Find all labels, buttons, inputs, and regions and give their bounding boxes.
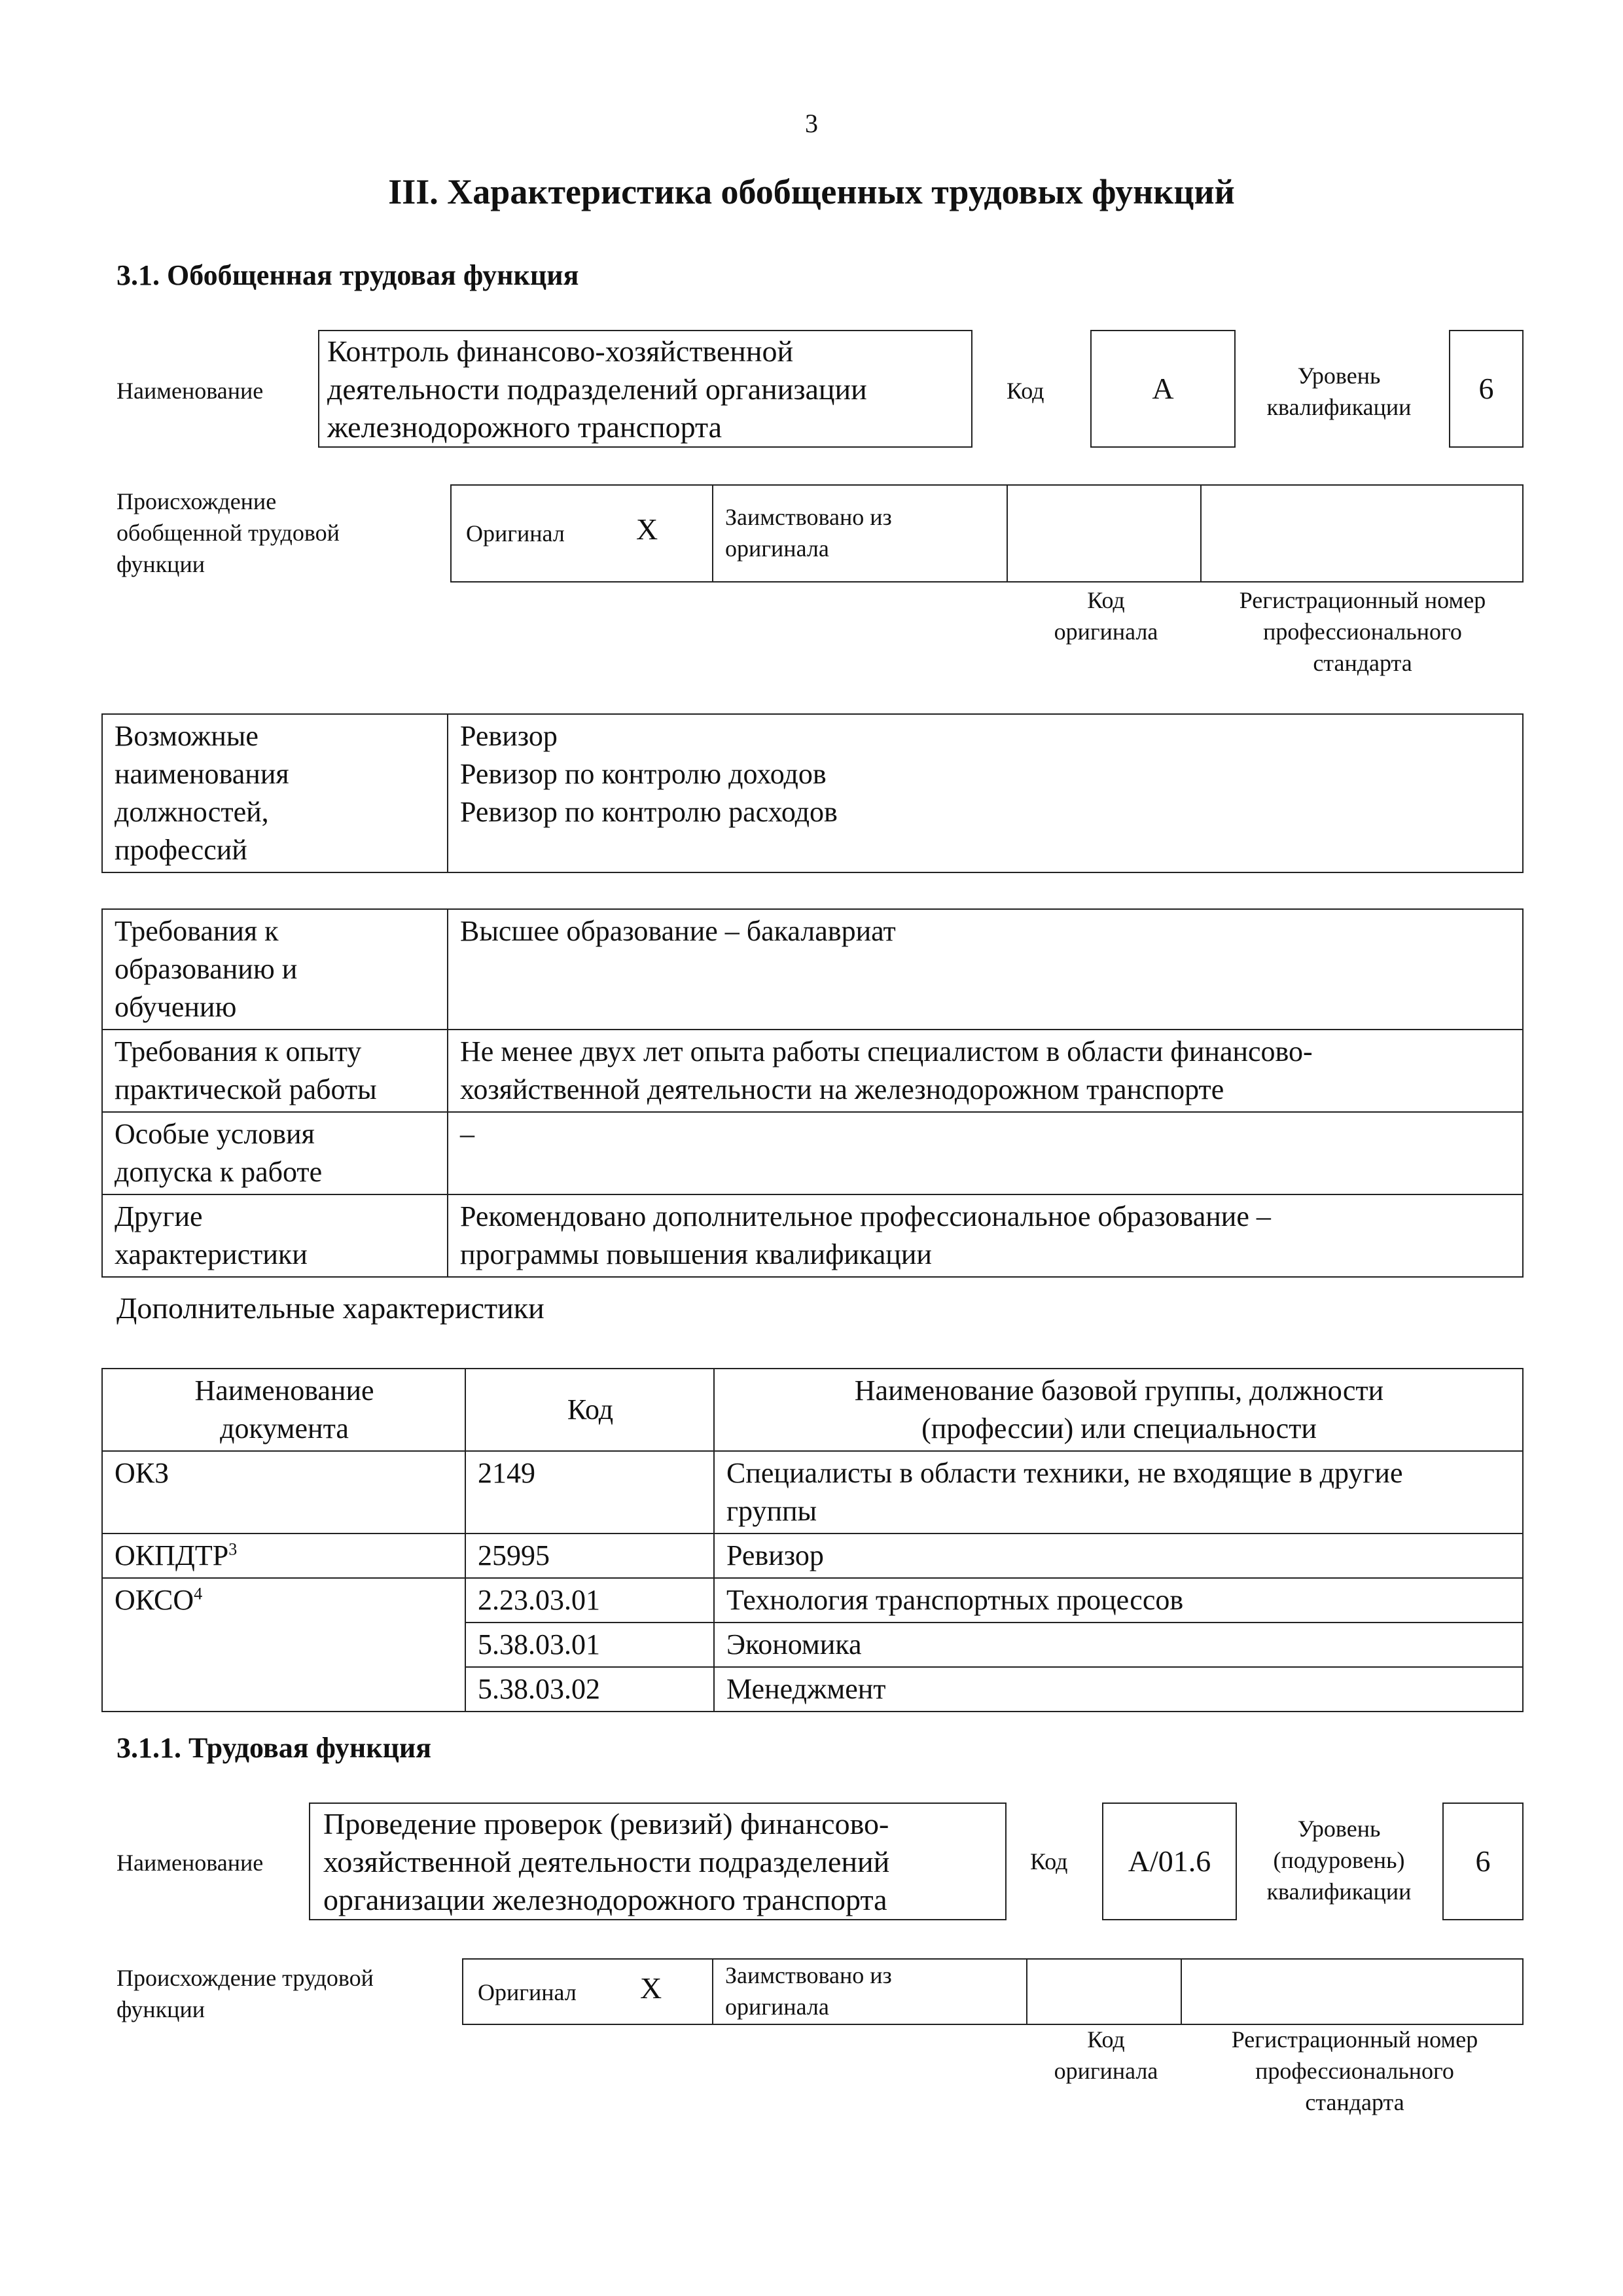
positions-values-cell: [448, 714, 1523, 872]
okz-code: 2149: [465, 1451, 714, 1534]
header-line: Наименование: [194, 1374, 374, 1407]
gtf-name-line: железнодорожного транспорта: [327, 410, 722, 444]
requirement-value-line: программы повышения квалификации: [460, 1238, 932, 1270]
positions-table: [101, 713, 1524, 873]
header-line: Наименование базовой группы, должности: [854, 1374, 1384, 1407]
okz-name-line: Специалисты в области техники, не входящие в другие: [726, 1457, 1403, 1489]
okso-name: Технология транспортных процессов: [714, 1578, 1523, 1623]
positions-label-cell: [102, 714, 448, 872]
tf-name-line: Проведение проверок (ревизий) финансово-: [323, 1807, 889, 1840]
tf-original-label: Оригинал: [478, 1979, 577, 2005]
okz-name: [714, 1451, 1523, 1534]
tf-borrowed-label: [725, 1960, 892, 2022]
tf-code-value: A/01.6: [1128, 1844, 1211, 1878]
requirement-value: [448, 1194, 1523, 1277]
tf-origin-table: [462, 1958, 1524, 2025]
additional-title: Дополнительные характеристики: [116, 1291, 544, 1325]
tf-level-label-line: (подуровень): [1273, 1847, 1405, 1873]
gtf-heading: 3.1. Обобщенная трудовая функция: [116, 259, 579, 291]
gtf-reg-number-label: [1202, 584, 1524, 679]
gtf-original-mark: X: [636, 512, 658, 546]
header-group: [714, 1369, 1523, 1451]
gtf-name-line: деятельности подразделений организации: [327, 372, 867, 406]
header-line: (профессии) или специальности: [921, 1412, 1317, 1444]
requirement-value-line: хозяйственной деятельности на железнодорожном транспорте: [460, 1073, 1224, 1105]
divider: [712, 1960, 713, 2024]
requirement-label: [102, 909, 448, 1030]
divider: [712, 486, 713, 581]
gtf-name-label: Наименование: [116, 378, 264, 404]
gtf-reg-number-line: профессионального: [1263, 619, 1462, 645]
tf-level-value: 6: [1475, 1844, 1491, 1878]
okpdtr-doc: [102, 1534, 465, 1578]
tf-name-line: хозяйственной деятельности подразделений: [323, 1845, 890, 1878]
okso-name: Экономика: [714, 1623, 1523, 1667]
gtf-borrowed-label-line: оригинала: [725, 535, 829, 562]
gtf-level-box: [1449, 330, 1524, 448]
header-line: документа: [220, 1412, 349, 1444]
okso-doc: [102, 1578, 465, 1712]
okso-label: ОКСО: [115, 1584, 194, 1616]
tf-borrowed-label-line: оригинала: [725, 1994, 829, 2020]
okso-code: 5.38.03.02: [465, 1667, 714, 1712]
gtf-reg-number-line: Регистрационный номер: [1239, 587, 1486, 613]
divider: [1026, 1960, 1027, 2024]
gtf-level-value: 6: [1478, 372, 1494, 405]
gtf-origin-label-line: Происхождение: [116, 488, 277, 514]
positions-label-line: наименования: [115, 758, 289, 790]
table-row: [102, 909, 1523, 1030]
tf-level-label: [1241, 1813, 1437, 1907]
tf-code-label: Код: [1030, 1848, 1068, 1874]
tf-code-original-line: оригинала: [1054, 2058, 1158, 2084]
tf-origin-label-line: Происхождение трудовой: [116, 1965, 374, 1991]
positions-label-line: Возможные: [115, 720, 259, 752]
tf-origin-label-line: функции: [116, 1996, 205, 2022]
gtf-original-label: Оригинал: [466, 520, 565, 547]
tf-level-box: [1442, 1803, 1524, 1920]
requirement-label-line: Требования к опыту: [115, 1035, 362, 1067]
requirement-label-line: характеристики: [115, 1238, 308, 1270]
footnote-ref: 3: [228, 1539, 238, 1559]
okpdtr-name: Ревизор: [714, 1534, 1523, 1578]
requirement-label-line: допуска к работе: [115, 1156, 323, 1188]
header-code: Код: [465, 1369, 714, 1451]
tf-borrowed-label-line: Заимствовано из: [725, 1962, 892, 1988]
gtf-level-label: [1241, 360, 1437, 423]
okso-name: Менеджмент: [714, 1667, 1523, 1712]
tf-name-line: организации железнодорожного транспорта: [323, 1883, 887, 1916]
tf-reg-number-label: [1186, 2024, 1524, 2118]
requirement-value-line: –: [460, 1118, 474, 1150]
divider: [1200, 486, 1202, 581]
positions-label-line: должностей,: [115, 796, 269, 828]
requirement-label: [102, 1030, 448, 1112]
gtf-level-label-line: Уровень: [1297, 363, 1381, 389]
position-title: Ревизор: [460, 720, 558, 752]
table-row: [102, 1112, 1523, 1194]
positions-label-line: профессий: [115, 834, 247, 866]
requirement-label-line: образованию и: [115, 953, 298, 985]
okso-code: 5.38.03.01: [465, 1623, 714, 1667]
requirement-value-line: Не менее двух лет опыта работы специалистом в области финансово-: [460, 1035, 1313, 1067]
table-row: [102, 714, 1523, 872]
tf-name-box: [309, 1803, 1007, 1920]
okpdtr-code: 25995: [465, 1534, 714, 1578]
page-number: 3: [805, 109, 818, 138]
table-header-row: [102, 1369, 1523, 1451]
requirement-label-line: практической работы: [115, 1073, 377, 1105]
position-title: Ревизор по контролю доходов: [460, 758, 827, 790]
table-row: [102, 1030, 1523, 1112]
requirement-value-line: Высшее образование – бакалавриат: [460, 915, 896, 947]
gtf-code-box: [1090, 330, 1236, 448]
tf-level-label-line: Уровень: [1297, 1816, 1381, 1842]
tf-origin-label: [116, 1962, 374, 2025]
additional-table: [101, 1368, 1524, 1712]
requirement-label-line: Особые условия: [115, 1118, 315, 1150]
table-row: [102, 1534, 1523, 1578]
gtf-borrowed-label-line: Заимствовано из: [725, 504, 892, 530]
gtf-name-box: [318, 330, 972, 448]
okz-name-line: группы: [726, 1495, 817, 1527]
requirement-label-line: Требования к: [115, 915, 279, 947]
gtf-name-line: Контроль финансово-хозяйственной: [327, 334, 794, 368]
okso-code: 2.23.03.01: [465, 1578, 714, 1623]
header-doc: [102, 1369, 465, 1451]
tf-reg-number-line: стандарта: [1305, 2089, 1404, 2115]
okz-doc: ОКЗ: [102, 1451, 465, 1534]
gtf-borrowed-label: [725, 501, 892, 564]
gtf-reg-number-line: стандарта: [1313, 650, 1412, 676]
table-row: [102, 1194, 1523, 1277]
tf-reg-number-line: Регистрационный номер: [1231, 2026, 1478, 2053]
requirement-value-line: Рекомендовано дополнительное профессиональное образование –: [460, 1200, 1271, 1232]
section-title: III. Характеристика обобщенных трудовых функций: [388, 172, 1235, 211]
gtf-origin-table: [450, 484, 1524, 583]
requirement-value: [448, 1030, 1523, 1112]
tf-code-original-label: [1008, 2024, 1204, 2087]
tf-reg-number-line: профессионального: [1255, 2058, 1454, 2084]
footnote-ref: 4: [194, 1584, 203, 1604]
gtf-level-label-line: квалификации: [1266, 394, 1412, 420]
tf-heading: 3.1.1. Трудовая функция: [116, 1732, 432, 1764]
position-title: Ревизор по контролю расходов: [460, 796, 838, 828]
gtf-code-original-label: [1008, 584, 1204, 647]
tf-code-original-line: Код: [1087, 2026, 1125, 2053]
gtf-code-label: Код: [1007, 378, 1044, 404]
requirement-label-line: обучению: [115, 991, 237, 1023]
table-row: [102, 1451, 1523, 1534]
gtf-code-value: A: [1152, 372, 1174, 405]
tf-code-box: [1102, 1803, 1237, 1920]
tf-name-label: Наименование: [116, 1850, 264, 1876]
requirement-label: [102, 1194, 448, 1277]
gtf-code-original-line: Код: [1087, 587, 1125, 613]
divider: [1181, 1960, 1182, 2024]
requirement-value: [448, 1112, 1523, 1194]
tf-original-mark: X: [640, 1971, 662, 2005]
divider: [1007, 486, 1008, 581]
gtf-origin-label-line: обобщенной трудовой: [116, 520, 340, 546]
table-row: [102, 1578, 1523, 1623]
tf-level-label-line: квалификации: [1266, 1878, 1412, 1905]
okpdtr-label: ОКПДТР: [115, 1539, 229, 1571]
requirement-label-line: Другие: [115, 1200, 203, 1232]
gtf-origin-label: [116, 486, 340, 580]
gtf-code-original-line: оригинала: [1054, 619, 1158, 645]
requirements-table: [101, 908, 1524, 1278]
gtf-origin-label-line: функции: [116, 551, 205, 577]
requirement-value: [448, 909, 1523, 1030]
requirement-label: [102, 1112, 448, 1194]
